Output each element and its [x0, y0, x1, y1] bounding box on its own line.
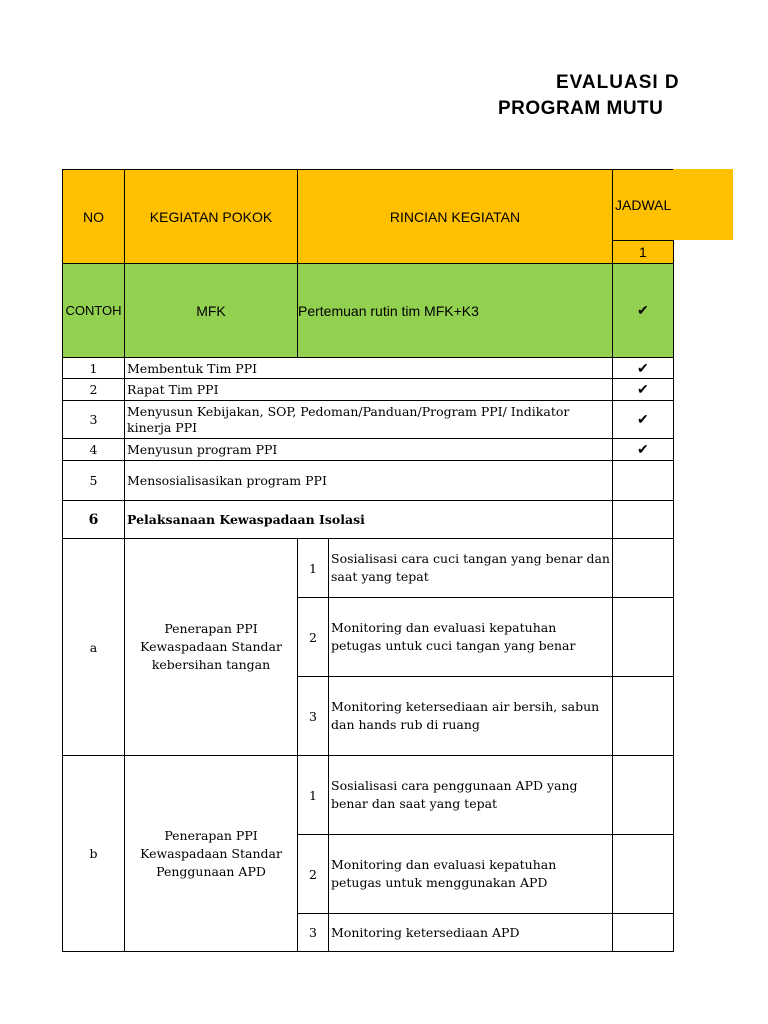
table-row	[63, 358, 674, 379]
row-check	[613, 501, 674, 539]
row-check: ✔	[613, 401, 674, 439]
row-text: Pelaksanaan Kewaspadaan Isolasi	[125, 501, 613, 539]
header-no: NO	[63, 170, 125, 264]
item-text: Monitoring dan evaluasi kepatuhan petugas untuk menggunakan APD	[329, 835, 613, 914]
item-no: 1	[298, 756, 329, 835]
row-no: 1	[63, 358, 125, 379]
row-no: 6	[63, 501, 125, 539]
item-text: Monitoring ketersediaan APD	[329, 914, 613, 952]
example-kegiatan: MFK	[125, 264, 298, 358]
row-check: ✔	[613, 439, 674, 461]
row-text: Mensosialisasikan program PPI	[125, 461, 613, 501]
item-check	[613, 598, 674, 677]
table-row	[63, 379, 674, 401]
title-line-1: EVALUASI D	[556, 72, 680, 93]
item-check	[613, 677, 674, 756]
row-text: Menyusun Kebijakan, SOP, Pedoman/Panduan/Program PPI/ Indikator kinerja PPI	[125, 401, 613, 439]
row-check: ✔	[613, 358, 674, 379]
table-row	[63, 439, 674, 461]
example-check: ✔	[613, 264, 674, 358]
header-rincian-kegiatan: RINCIAN KEGIATAN	[298, 170, 613, 264]
item-check	[613, 756, 674, 835]
jadwal-header-extension	[672, 169, 733, 240]
row-text: Rapat Tim PPI	[125, 379, 613, 401]
item-text: Monitoring ketersediaan air bersih, sabun dan hands rub di ruang	[329, 677, 613, 756]
item-no: 1	[298, 539, 329, 598]
header-jadwal-col-1: 1	[613, 241, 674, 264]
item-check	[613, 539, 674, 598]
row-check: ✔	[613, 379, 674, 401]
row-text: Menyusun program PPI	[125, 439, 613, 461]
group-kegiatan: Penerapan PPI Kewaspadaan Standar kebersihan tangan	[125, 539, 298, 756]
row-no: 4	[63, 439, 125, 461]
item-check	[613, 914, 674, 952]
item-no: 3	[298, 677, 329, 756]
group-kegiatan: Penerapan PPI Kewaspadaan Standar Penggunaan APD	[125, 756, 298, 952]
item-check	[613, 835, 674, 914]
item-text: Sosialisasi cara penggunaan APD yang benar dan saat yang tepat	[329, 756, 613, 835]
table-row	[63, 501, 674, 539]
item-no: 2	[298, 835, 329, 914]
group-letter: a	[63, 539, 125, 756]
row-no: 5	[63, 461, 125, 501]
evaluation-table-container	[62, 169, 674, 952]
table-row	[63, 461, 674, 501]
item-no: 3	[298, 914, 329, 952]
evaluation-table	[62, 169, 674, 952]
item-no: 2	[298, 598, 329, 677]
header-kegiatan-pokok: KEGIATAN POKOK	[125, 170, 298, 264]
example-no: CONTOH	[63, 264, 125, 358]
row-no: 3	[63, 401, 125, 439]
row-text: Membentuk Tim PPI	[125, 358, 613, 379]
row-check	[613, 461, 674, 501]
title-line-2: PROGRAM MUTU	[498, 98, 664, 119]
example-row	[63, 264, 674, 358]
header-jadwal: JADWAL	[613, 170, 674, 241]
table-row	[63, 401, 674, 439]
document-title	[0, 68, 768, 128]
example-rincian: Pertemuan rutin tim MFK+K3	[298, 264, 613, 358]
group-letter: b	[63, 756, 125, 952]
header-row	[63, 170, 674, 241]
group-row	[63, 539, 674, 598]
group-row	[63, 756, 674, 835]
row-no: 2	[63, 379, 125, 401]
item-text: Monitoring dan evaluasi kepatuhan petugas untuk cuci tangan yang benar	[329, 598, 613, 677]
item-text: Sosialisasi cara cuci tangan yang benar dan saat yang tepat	[329, 539, 613, 598]
